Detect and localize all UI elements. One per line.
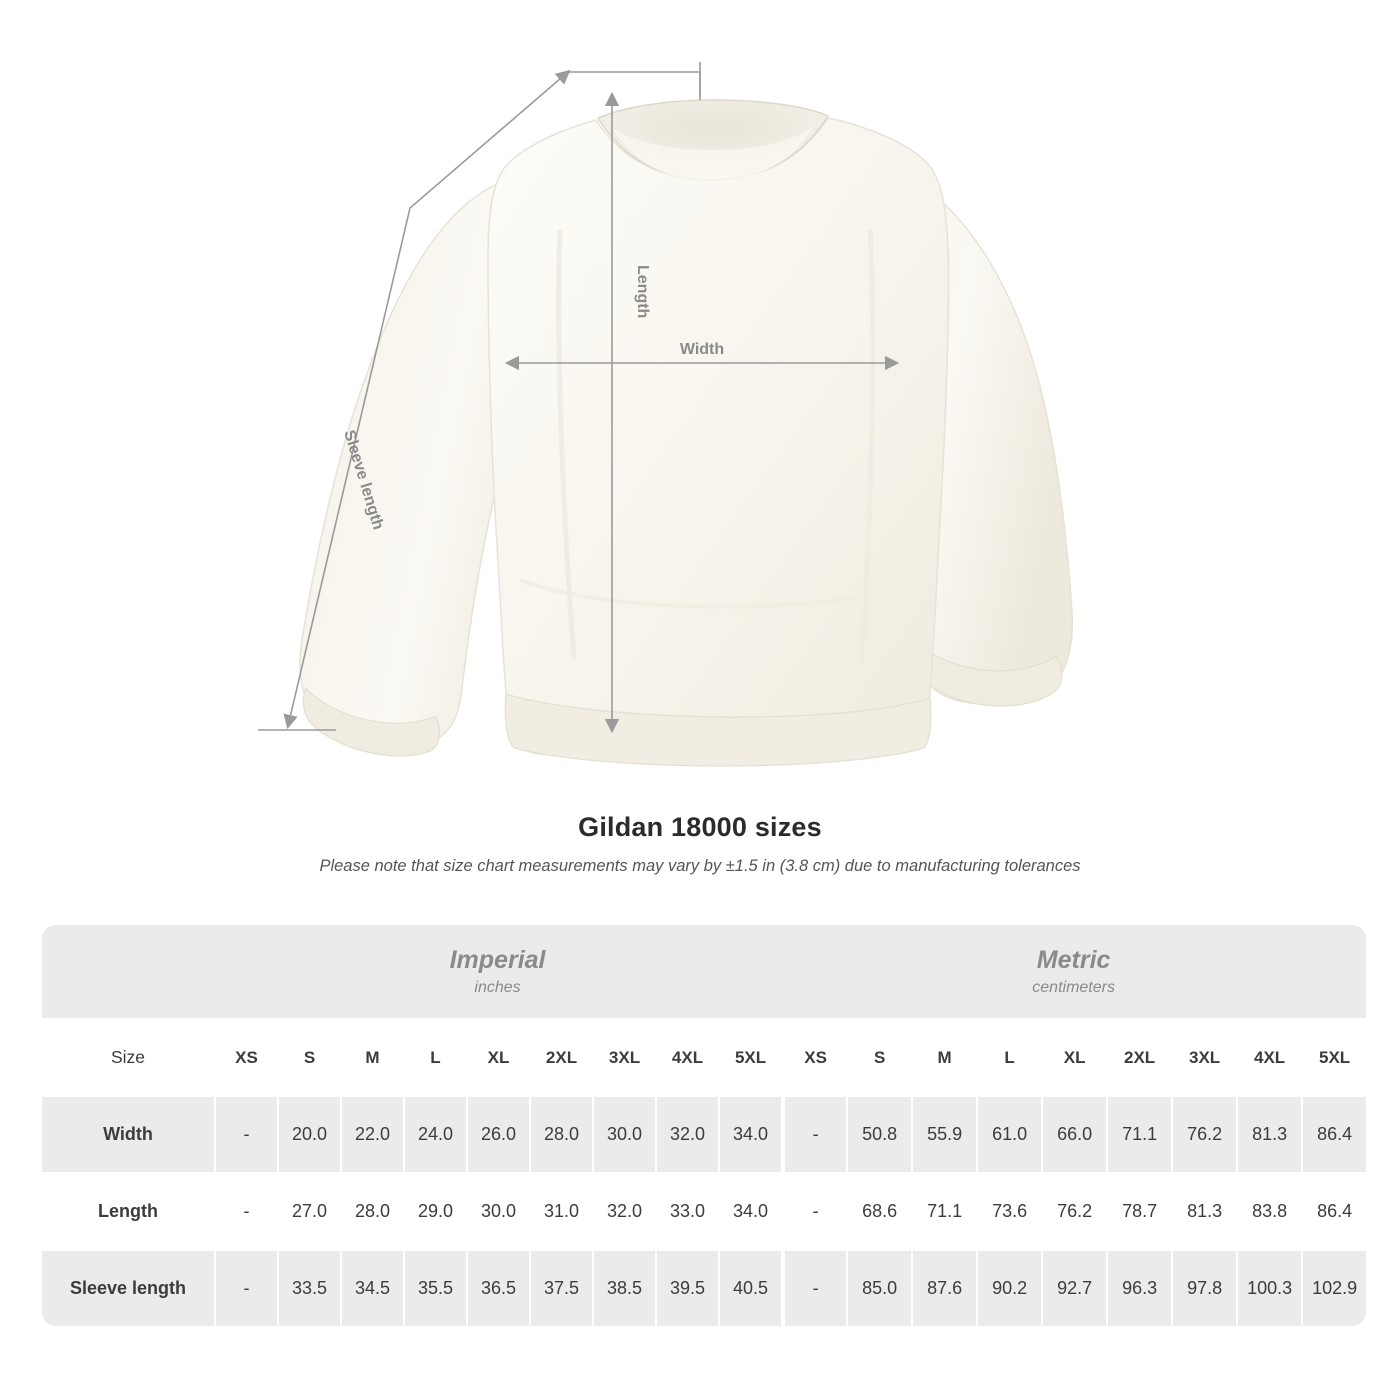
cell-metric-width-3xl: 76.2 <box>1171 1095 1236 1172</box>
sweatshirt-graphic <box>300 100 1072 766</box>
size-header-metric-m: M <box>911 1018 976 1095</box>
cell-imperial-width-4xl: 32.0 <box>655 1095 718 1172</box>
cell-imperial-length-xl: 30.0 <box>466 1172 529 1249</box>
cell-imperial-sleeve-length-m: 34.5 <box>340 1249 403 1326</box>
cell-imperial-sleeve-length-3xl: 38.5 <box>592 1249 655 1326</box>
cell-metric-sleeve-length-l: 90.2 <box>976 1249 1041 1326</box>
system-header-imperial <box>214 925 781 1018</box>
cell-metric-sleeve-length-xs: - <box>781 1249 846 1326</box>
size-header-metric-2xl: 2XL <box>1106 1018 1171 1095</box>
cell-imperial-length-2xl: 31.0 <box>529 1172 592 1249</box>
size-header-metric-5xl: 5XL <box>1301 1018 1366 1095</box>
size-header-imperial-4xl: 4XL <box>655 1018 718 1095</box>
cell-imperial-sleeve-length-5xl: 40.5 <box>718 1249 781 1326</box>
cell-imperial-sleeve-length-xl: 36.5 <box>466 1249 529 1326</box>
system-unit: inches <box>474 979 521 997</box>
cell-imperial-width-2xl: 28.0 <box>529 1095 592 1172</box>
cell-metric-width-4xl: 81.3 <box>1236 1095 1301 1172</box>
size-header-imperial-m: M <box>340 1018 403 1095</box>
cell-imperial-length-5xl: 34.0 <box>718 1172 781 1249</box>
cell-metric-sleeve-length-m: 87.6 <box>911 1249 976 1326</box>
table-row <box>42 1249 1366 1326</box>
cell-metric-width-l: 61.0 <box>976 1095 1041 1172</box>
size-chart-table-wrap <box>42 925 1358 1326</box>
table-size-header-row <box>42 1018 1366 1095</box>
page-title: Gildan 18000 sizes <box>578 812 822 842</box>
cell-imperial-sleeve-length-4xl: 39.5 <box>655 1249 718 1326</box>
row-label-sleeve-length: Sleeve length <box>42 1249 214 1326</box>
cell-metric-sleeve-length-2xl: 96.3 <box>1106 1249 1171 1326</box>
cell-metric-length-xs: - <box>781 1172 846 1249</box>
cell-metric-width-2xl: 71.1 <box>1106 1095 1171 1172</box>
system-name: Imperial <box>449 945 546 974</box>
cell-imperial-width-l: 24.0 <box>403 1095 466 1172</box>
size-header-metric-3xl: 3XL <box>1171 1018 1236 1095</box>
size-chart-table <box>42 925 1366 1326</box>
cell-imperial-sleeve-length-xs: - <box>214 1249 277 1326</box>
cell-metric-length-xl: 76.2 <box>1041 1172 1106 1249</box>
cell-imperial-length-l: 29.0 <box>403 1172 466 1249</box>
label-width: Width <box>679 341 725 358</box>
label-sleeve-length: Sleeve length <box>340 428 387 532</box>
table-system-header-row <box>42 925 1366 1018</box>
cell-imperial-width-xl: 26.0 <box>466 1095 529 1172</box>
cell-metric-sleeve-length-s: 85.0 <box>846 1249 911 1326</box>
cell-metric-length-2xl: 78.7 <box>1106 1172 1171 1249</box>
cell-metric-sleeve-length-5xl: 102.9 <box>1301 1249 1366 1326</box>
row-label-length: Length <box>42 1172 214 1249</box>
size-header-metric-4xl: 4XL <box>1236 1018 1301 1095</box>
size-header-imperial-l: L <box>403 1018 466 1095</box>
cell-metric-sleeve-length-3xl: 97.8 <box>1171 1249 1236 1326</box>
row-label-width: Width <box>42 1095 214 1172</box>
size-header-imperial-xl: XL <box>466 1018 529 1095</box>
system-name: Metric <box>1036 945 1111 974</box>
cell-metric-length-s: 68.6 <box>846 1172 911 1249</box>
cell-imperial-sleeve-length-2xl: 37.5 <box>529 1249 592 1326</box>
system-header-metric <box>781 925 1366 1018</box>
cell-metric-width-xl: 66.0 <box>1041 1095 1106 1172</box>
cell-imperial-length-s: 27.0 <box>277 1172 340 1249</box>
size-header-imperial-s: S <box>277 1018 340 1095</box>
cell-metric-length-4xl: 83.8 <box>1236 1172 1301 1249</box>
cell-imperial-length-4xl: 33.0 <box>655 1172 718 1249</box>
cell-imperial-sleeve-length-l: 35.5 <box>403 1249 466 1326</box>
table-corner-cell <box>42 925 214 1018</box>
size-header-metric-s: S <box>846 1018 911 1095</box>
cell-imperial-width-5xl: 34.0 <box>718 1095 781 1172</box>
size-header-imperial-2xl: 2XL <box>529 1018 592 1095</box>
cell-imperial-length-3xl: 32.0 <box>592 1172 655 1249</box>
cell-imperial-width-xs: - <box>214 1095 277 1172</box>
cell-imperial-sleeve-length-s: 33.5 <box>277 1249 340 1326</box>
cell-metric-sleeve-length-xl: 92.7 <box>1041 1249 1106 1326</box>
table-row <box>42 1172 1366 1249</box>
size-header-label: Size <box>42 1018 214 1095</box>
cell-metric-width-s: 50.8 <box>846 1095 911 1172</box>
cell-metric-width-m: 55.9 <box>911 1095 976 1172</box>
cell-metric-width-5xl: 86.4 <box>1301 1095 1366 1172</box>
table-row <box>42 1095 1366 1172</box>
cell-imperial-length-m: 28.0 <box>340 1172 403 1249</box>
cell-metric-width-xs: - <box>781 1095 846 1172</box>
size-header-imperial-xs: XS <box>214 1018 277 1095</box>
size-header-imperial-3xl: 3XL <box>592 1018 655 1095</box>
size-header-metric-l: L <box>976 1018 1041 1095</box>
cell-imperial-width-s: 20.0 <box>277 1095 340 1172</box>
title-block <box>0 812 1400 876</box>
label-length: Length <box>634 265 651 319</box>
size-header-metric-xs: XS <box>781 1018 846 1095</box>
cell-metric-length-m: 71.1 <box>911 1172 976 1249</box>
size-header-imperial-5xl: 5XL <box>718 1018 781 1095</box>
tolerance-note: Please note that size chart measurements may vary by ±1.5 in (3.8 cm) due to manufacturing tolerances <box>319 857 1081 875</box>
cell-metric-length-3xl: 81.3 <box>1171 1172 1236 1249</box>
cell-metric-length-5xl: 86.4 <box>1301 1172 1366 1249</box>
cell-imperial-width-m: 22.0 <box>340 1095 403 1172</box>
system-unit: centimeters <box>1032 979 1115 997</box>
cell-imperial-length-xs: - <box>214 1172 277 1249</box>
cell-metric-length-l: 73.6 <box>976 1172 1041 1249</box>
size-header-metric-xl: XL <box>1041 1018 1106 1095</box>
cell-imperial-width-3xl: 30.0 <box>592 1095 655 1172</box>
cell-metric-sleeve-length-4xl: 100.3 <box>1236 1249 1301 1326</box>
